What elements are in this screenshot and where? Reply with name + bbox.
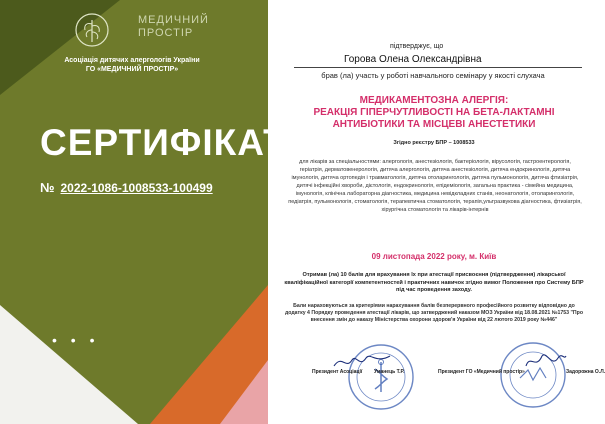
right-signature: [522, 348, 568, 372]
date-place: 09 листопада 2022 року, м. Київ: [371, 252, 497, 261]
left-signature-name: Уманець Т.Р.: [374, 369, 405, 375]
association-line1: Асоціація дитячих алергологів України: [64, 57, 200, 64]
number-prefix: №: [40, 180, 55, 195]
certificate-number: [40, 180, 213, 195]
pink-triangle-decoration: [220, 360, 268, 424]
seminar-title-line2: РЕАКЦІЯ ГІПЕРЧУТЛИВОСТІ НА БЕТА-ЛАКТАМНІ: [313, 107, 555, 118]
seminar-title-line3: АНТИБІОТИКИ ТА МІСЦЕВІ АНЕСТЕТИКИ: [332, 119, 536, 130]
number-value: 2022-1086-1008533-100499: [60, 181, 213, 195]
certificate-content: [272, 0, 605, 424]
specialties-list: для лікарів за спеціальностями: алергологія, анестезіологія, бактеріологія, вірусологія, гастроентерологія, геріатрія, дерматовенерологія, дитяча алергологія, дитяча анестезіологія, дитяча ендокринологія, дитяча імунологія, дитяча ортопедія і травматологія, дитяча отоларингологія, дитяча пульмонологія, дитяча фтизіатрія, дитячі інфекційні хвороби, дієтологія, ендокринологія, епідеміологія, загальна практика - сімейна медицина, імунологія, клінічна лабораторна діагностика, медицина невідкладних станів, неонатологія, отоларингологія, педіатрія, пульмонологія, стоматологія, терапевтична стоматологія, терапія,ультразвукова діагностика, фтизіатрія, хірургічна стоматологія та лікарів-інтернів: [288, 159, 582, 213]
association-line2: ГО «МЕДИЧНИЙ ПРОСТІР»: [85, 66, 179, 73]
right-signature-name: Задорожна О.Л.: [566, 369, 605, 375]
seminar-title: [278, 95, 590, 131]
seminar-title-line1: МЕДИКАМЕНТОЗНА АЛЕРГІЯ:: [359, 95, 509, 106]
points-details-text: Бали нараховуються за критеріями нарахування балів безперервного професійного розвитку відповідно до додатку 4 Порядку проведення атестації лікарів, що затверджений наказом МОЗ України від 18.08.2021 №1753 "Про внесення змін до наказу Міністерства охорони здоров'я України від 22 лютого 2019 року №446": [284, 303, 583, 323]
logo2-line2: ПРОСТІР: [138, 27, 194, 39]
participant-name: Горова Олена Олександрівна: [344, 54, 482, 65]
association-name: [20, 56, 244, 74]
decorative-dots: • • •: [52, 332, 100, 348]
right-signature-label: Президент ГО «Медичний простір»: [438, 369, 525, 375]
confirm-text: підтверджує, що: [390, 43, 444, 50]
allergologists-association-logo: [74, 12, 110, 48]
certificate-title: СЕРТИФІКАТ: [40, 122, 287, 163]
signatures-area: [272, 336, 605, 424]
participation-text: брав (ла) участь у роботі навчального семінару у якості слухача: [321, 71, 545, 80]
registry-number: Згідно реєстру БПР – 1008533: [393, 140, 475, 146]
points-text: Отримав (ла) 10 балів для врахування їх при атестації присвоєння (підтвердження) лікарської кваліфікаційної категорії компетентностей і практичних навичок згідно вимог Положення про Систему БПР під час проведення заходу.: [284, 272, 584, 293]
white-triangle-decoration: [0, 305, 138, 424]
medychnyi-prostir-logo: [138, 14, 234, 44]
logo2-line1: МЕДИЧНИЙ: [138, 14, 209, 26]
left-signature-label: Президент Асоціації: [312, 369, 363, 375]
left-panel: [0, 0, 287, 424]
